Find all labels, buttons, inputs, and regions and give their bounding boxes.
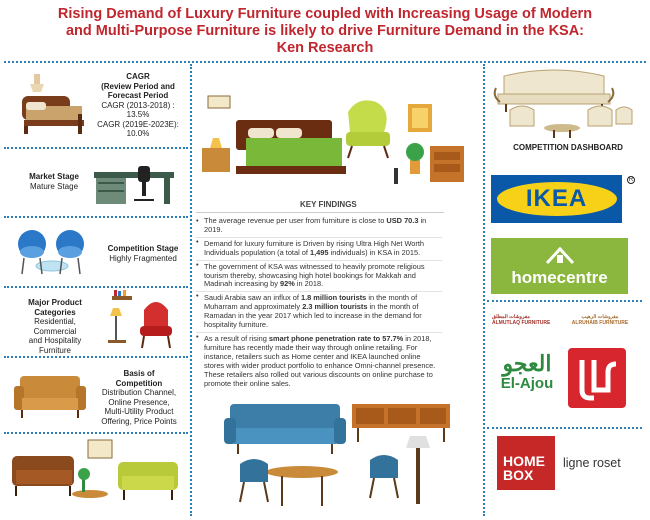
alruhaib-english: ALRUHAIB FURNITURE bbox=[571, 320, 629, 326]
finding-1: • The average revenue per user from furniture is close to USD 70.3 in 2019. bbox=[196, 217, 442, 235]
right-divider-1 bbox=[487, 300, 642, 302]
finding-2: • Demand for luxury furniture is Driven by rising Ultra High Net Worth Individuals population (a total of 1,495 individuals) in KSA in 2015. bbox=[196, 237, 442, 258]
bed-illustration bbox=[18, 68, 90, 140]
competition-dashboard-title: COMPETITION DASHBOARD bbox=[513, 143, 623, 152]
living-set-illustration bbox=[220, 398, 460, 516]
left-divider-3 bbox=[4, 286, 188, 288]
cagr-sub-1: (Review Period and bbox=[101, 81, 175, 91]
competition-stage-value: Highly Fragmented bbox=[109, 253, 177, 263]
key-findings-title: KEY FINDINGS bbox=[300, 200, 357, 209]
title-line-1: Rising Demand of Luxury Furniture coupled with Increasing Usage of Modern bbox=[57, 6, 593, 22]
alruhaib-logo bbox=[566, 314, 634, 326]
title-divider bbox=[4, 61, 646, 63]
basis-heading-2: Competition bbox=[115, 378, 163, 388]
finding-3: • The government of KSA was witnessed to heavily promote religious tourism thereby, showcasing high hotel bookings for Makkah and Madinah increasing by 92% in 2018. bbox=[196, 260, 442, 290]
cagr-line-1: CAGR (2013-2018) : bbox=[101, 100, 175, 110]
homebox-line-2: BOX bbox=[503, 467, 534, 483]
basis-block bbox=[92, 369, 186, 426]
left-divider-2 bbox=[4, 216, 188, 218]
key-findings-list bbox=[196, 217, 442, 390]
finding-5: • As a result of rising smart phone penetration rate to 57.7% in 2018, furniture has recently made their way through online retailing. For instance, retailers such as Home center and IKEA launched online stores with wider product portfolio to enhance Omni-channel presence. These retailers also rolled out various discounts on online purchase to promote their online sales. bbox=[196, 332, 442, 388]
bedroom-illustration bbox=[196, 68, 478, 196]
living-room-illustration bbox=[8, 436, 186, 514]
title-line-2: and Multi-Purpose Furniture is likely to drive Furniture Demand in the KSA: bbox=[65, 23, 585, 39]
key-findings-rule bbox=[196, 212, 444, 213]
homecentre-logo bbox=[491, 238, 628, 294]
ikea-logo bbox=[491, 175, 622, 223]
left-divider-1 bbox=[4, 147, 188, 149]
right-column-divider bbox=[483, 64, 485, 516]
almutlaq-logo bbox=[492, 314, 558, 326]
product-categories-line-3: and Hospitality bbox=[28, 336, 82, 345]
basis-line-3: Multi-Utility Product bbox=[104, 407, 174, 416]
basis-line-1: Distribution Channel, bbox=[101, 388, 177, 397]
cagr-block bbox=[92, 72, 184, 139]
alruhaib-arabic: مفروشات الرهيب bbox=[581, 314, 619, 320]
homebox-line-1: HOME bbox=[503, 453, 545, 469]
ligne-roset-logo: ligne roset bbox=[563, 456, 621, 470]
product-categories-line-4: Furniture bbox=[38, 345, 71, 355]
page-title bbox=[0, 6, 650, 57]
competition-stage-heading: Competition Stage bbox=[107, 244, 179, 253]
elajou-logo bbox=[496, 352, 558, 392]
cagr-line-4: 10.0% bbox=[126, 129, 150, 138]
product-categories-line-1: Residential, bbox=[34, 317, 76, 326]
homecentre-logo-text: homecentre bbox=[511, 268, 608, 287]
market-stage-block bbox=[14, 172, 94, 191]
elajou-arabic: العجو bbox=[502, 351, 552, 376]
basis-line-4: Offering, Price Points bbox=[101, 416, 177, 426]
market-stage-heading: Market Stage bbox=[29, 172, 79, 181]
blue-chairs-illustration bbox=[12, 222, 102, 280]
desk-illustration bbox=[92, 162, 184, 210]
registered-mark-icon: R bbox=[628, 177, 634, 183]
basis-heading-1: Basis of bbox=[123, 369, 155, 378]
basis-line-2: Online Presence, bbox=[108, 397, 170, 407]
left-column-divider bbox=[190, 64, 192, 516]
elajou-english: El-Ajou bbox=[500, 375, 554, 392]
left-divider-4 bbox=[4, 356, 188, 358]
cagr-line-3: CAGR (2019E-2023E): bbox=[97, 119, 179, 129]
product-categories-block bbox=[10, 298, 100, 355]
sofa-set-illustration bbox=[492, 66, 640, 142]
jh-mark-icon bbox=[568, 348, 626, 408]
almutlaq-arabic: مفروشات المطلق bbox=[492, 314, 530, 320]
homebox-logo bbox=[497, 436, 555, 490]
cagr-heading: CAGR bbox=[126, 72, 150, 81]
product-categories-line-2: Commercial bbox=[33, 326, 77, 336]
house-roof-icon bbox=[545, 245, 575, 265]
competition-stage-block bbox=[100, 244, 186, 263]
ikea-logo-text: IKEA bbox=[497, 182, 617, 216]
product-categories-heading-2: Categories bbox=[34, 307, 76, 317]
cagr-sub-2: Forecast Period bbox=[107, 91, 169, 100]
jh-logo bbox=[568, 348, 626, 408]
right-divider-2 bbox=[487, 427, 642, 429]
brown-sofa-illustration bbox=[12, 372, 88, 424]
finding-4: • Saudi Arabia saw an influx of 1.8 million tourists in the month of Muharram and approximately 2.3 million tourists in the month of Ramadan in the year 2017 which led to increase in the demand for hospitality furniture. bbox=[196, 291, 442, 330]
title-line-3: Ken Research bbox=[276, 40, 374, 56]
armchair-lamp-illustration bbox=[104, 290, 184, 352]
market-stage-value: Mature Stage bbox=[29, 181, 79, 191]
product-categories-heading-1: Major Product bbox=[28, 298, 82, 307]
almutlaq-english: ALMUTLAQ FURNITURE bbox=[492, 320, 551, 326]
cagr-line-2: 13.5% bbox=[126, 110, 150, 119]
left-divider-5 bbox=[4, 432, 188, 434]
